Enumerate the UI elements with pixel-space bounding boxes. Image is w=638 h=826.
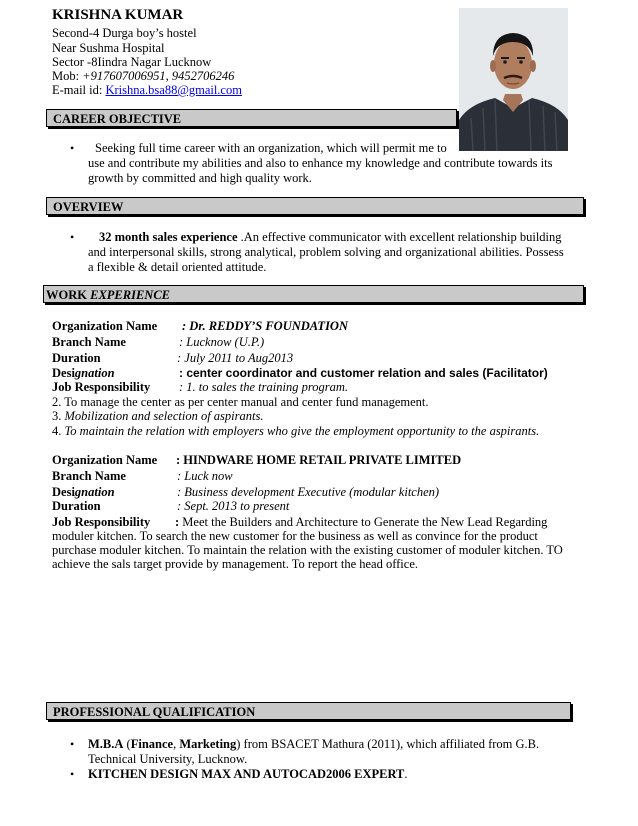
job1-duration-label: Duration — [52, 351, 101, 365]
job1-designation-label-b: gnation — [74, 366, 115, 380]
paren-open: ( — [123, 737, 131, 751]
email-label: E-mail id: — [52, 83, 106, 97]
job2-designation-label-b: gnation — [74, 485, 115, 499]
job2-resp-line-1: Meet the Builders and Architecture to Generate the New Lead Regarding — [179, 515, 548, 529]
overview-line-1-rest: .An effective communicator with excellent relationship building — [237, 230, 562, 244]
job2-branch-label: Branch Name — [52, 469, 126, 483]
job1-responsibility-3 — [52, 409, 263, 424]
job2-responsibility-2: moduler kitchen. To search the new customer for the business as well as convince for the product — [52, 529, 538, 543]
bullet-icon: • — [70, 230, 75, 244]
email-link[interactable]: Krishna.bsa88@gmail.com — [105, 83, 242, 97]
job2-designation-value: : Business development Executive (modular kitchen) — [177, 485, 440, 499]
email-line — [52, 83, 242, 98]
job1-duration-value: : July 2011 to Aug2013 — [177, 351, 294, 365]
job2-org-value: : HINDWARE HOME RETAIL PRIVATE LIMITED — [176, 453, 462, 467]
job2-resp-colon: : — [175, 515, 180, 529]
address-line-3: Sector -8Iindra Nagar Lucknow — [52, 55, 212, 69]
work-experience-heading — [43, 285, 584, 303]
profile-photo-illustration — [459, 8, 568, 151]
overview-heading: OVERVIEW — [46, 197, 584, 215]
marketing-specialization: Marketing — [179, 737, 237, 751]
finance-specialization: Finance — [130, 737, 174, 751]
career-objective-line-2: use and contribute my abilities and also to enhance my knowledge and contribute towards its — [88, 156, 553, 170]
profile-photo — [459, 8, 568, 151]
job1-responsibility-4 — [52, 424, 539, 439]
job1-resp-4-num: 4. — [52, 424, 65, 438]
overview-line-2: and interpersonal skills, strong analytical, problem solving and organizational abilities. Possess — [88, 245, 564, 259]
qualification-item-1-line-2: Technical University, Lucknow. — [88, 752, 248, 766]
mobile-line — [52, 69, 234, 84]
job2-designation-label-a: Desi — [52, 485, 75, 499]
job1-designation-label-a: Desi — [52, 366, 75, 380]
job2-duration-value: : Sept. 2013 to present — [177, 499, 290, 513]
job1-org-label: Organization Name — [52, 319, 158, 333]
job1-branch-value: : Lucknow (U.P.) — [179, 335, 265, 349]
job1-designation-value: : center coordinator and customer relation and sales (Facilitator) — [179, 366, 548, 380]
address-line-1: Second-4 Durga boy’s hostel — [52, 26, 197, 40]
job2-org-label: Organization Name — [52, 453, 158, 467]
bullet-icon: • — [70, 737, 75, 751]
overview-line-3: a flexible & detail oriented attitude. — [88, 260, 267, 274]
kitchen-design-skill: KITCHEN DESIGN MAX AND AUTOCAD2006 EXPERT — [88, 767, 405, 781]
bullet-icon: • — [70, 767, 75, 781]
job2-duration-label: Duration — [52, 499, 101, 513]
professional-qualification-heading: PROFESSIONAL QUALIFICATION — [46, 702, 571, 720]
qualification-item-2-text — [88, 767, 408, 782]
mobile-label: Mob: — [52, 69, 83, 83]
career-objective-heading: CAREER OBJECTIVE — [46, 109, 457, 127]
job2-responsibility-1 — [175, 515, 547, 530]
job1-resp-4-text: To maintain the relation with employers who give the employment opportunity to the aspirants. — [64, 424, 540, 438]
job1-branch-label: Branch Name — [52, 335, 126, 349]
job2-responsibility-3: purchase moduler kitchen. To maintain the relation with the existing customer of moduler kitchen. TO — [52, 543, 563, 557]
job1-responsibility-label: Job Responsibility — [52, 380, 151, 394]
job2-designation-label — [52, 485, 115, 500]
mba-degree: M.B.A — [88, 737, 124, 751]
candidate-name: KRISHNA KUMAR — [52, 7, 184, 23]
qualification-item-1-rest: ) from BSACET Mathura (2011), which affiliated from G.B. — [236, 737, 540, 751]
work-experience-heading-b: EXPERIENCE — [90, 288, 170, 302]
period: . — [404, 767, 408, 781]
overview-line-1 — [99, 230, 562, 245]
job1-responsibility-2: 2. To manage the center as per center manual and center fund management. — [52, 395, 429, 409]
comma: , — [173, 737, 180, 751]
job2-responsibility-label: Job Responsibility — [52, 515, 151, 529]
career-objective-line-1: Seeking full time career with an organization, which will permit me to — [95, 141, 447, 155]
mobile-number: +917607006951, 9452706246 — [82, 69, 235, 83]
job1-resp-3-num: 3. — [52, 409, 65, 423]
job2-responsibility-4: achieve the sals target provide by management. To report the head office. — [52, 557, 419, 571]
work-experience-heading-a: WORK — [46, 288, 91, 302]
bullet-icon: • — [70, 141, 75, 155]
job1-resp-3-text: Mobilization and selection of aspirants. — [64, 409, 264, 423]
job1-designation-label — [52, 366, 115, 381]
job2-branch-value: : Luck now — [177, 469, 233, 483]
career-objective-line-3: growth by committed and high quality work. — [88, 171, 312, 185]
job1-org-value: : Dr. REDDY’S FOUNDATION — [182, 319, 348, 333]
qualification-item-1-line-1 — [88, 737, 539, 752]
job1-responsibility-1: : 1. to sales the training program. — [179, 380, 348, 394]
experience-highlight: 32 month sales experience — [99, 230, 238, 244]
address-line-2: Near Sushma Hospital — [52, 41, 165, 55]
